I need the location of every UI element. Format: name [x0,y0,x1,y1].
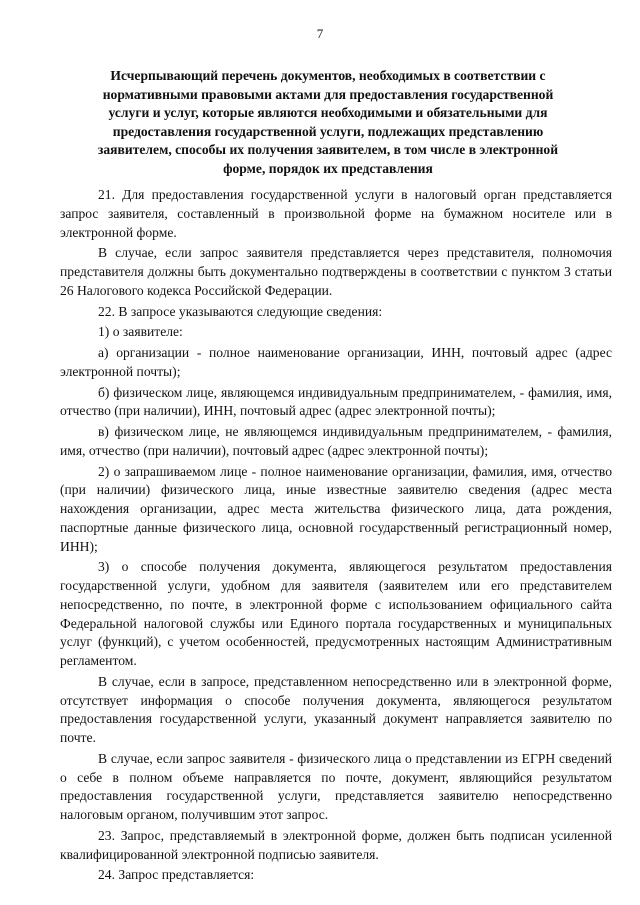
section-heading [68,67,588,178]
heading-line: предоставления государственной услуги, подлежащих представлению [112,123,544,139]
heading-line: форме, порядок их представления [223,160,433,176]
paragraph: б) физическом лице, являющемся индивидуальным предпринимателем, - фамилия, имя, отчество (при наличии), ИНН, почтовый адрес (адрес электронной почты); [60,384,612,419]
heading-line: Исчерпывающий перечень документов, необходимых в соответствии с [110,68,546,83]
paragraph: В случае, если запрос заявителя - физического лица о представлении из ЕГРН сведений о себе в полном объеме направляется по почте, документ, являющийся результатом предоставления государственной услуги, представляется заявителю непосредственно налоговым органом, получившим этот запрос. [60,750,612,822]
paragraph: В случае, если в запросе, представленном непосредственно или в электронной форме, отсутствует информация о способе получения документа, являющегося результатом предоставления государственной услуги, указанный документ направляется заявителю по почте. [60,673,612,745]
paragraph: а) организации - полное наименование организации, ИНН, почтовый адрес (адрес электронной почты); [60,345,612,379]
page-number: 7 [316,26,324,41]
paragraph: 23. Запрос, представляемый в электронной форме, должен быть подписан усиленной квалифицированной электронной подписью заявителя. [60,827,612,862]
paragraph: 22. В запросе указываются следующие сведения: [98,303,383,319]
paragraph: 2) о запрашиваемом лице - полное наименование организации, фамилия, имя, отчество (при наличии) физического лица, иные известные заявителю сведения (адрес места нахождения организации, адрес места жительства физического лица, дата рождения, паспортные данные физического лица, основной государственный регистрационный номер, ИНН); [60,463,612,554]
paragraph: 21. Для предоставления государственной услуги в налоговый орган представляется запрос заявителя, составленный в произвольной форме на бумажном носителе или в электронной форме. [60,187,612,240]
paragraph: в) физическом лице, не являющемся индивидуальным предпринимателем, - фамилия, имя, отчество (при наличии), почтовый адрес (адрес электронной почты); [60,424,612,458]
heading-line: услуги и услуг, которые являются необходимыми и обязательными для [108,105,548,120]
paragraph: В случае, если запрос заявителя представляется через представителя, полномочия представителя должны быть документально подтверждены в соответствии с пунктом 3 статьи 26 Налогового кодекса Российской Федерации. [60,245,612,298]
heading-line: нормативными правовыми актами для предоставления государственной [102,86,554,102]
heading-line: заявителем, способы их получения заявителем, в том числе в электронной [97,142,559,157]
paragraph: 24. Запрос представляется: [98,867,255,883]
paragraph: 3) о способе получения документа, являющегося результатом предоставления государственной услуги, удобном для заявителя (заявителем или его представителем непосредственно, по почте, в электронной форме с использованием официального сайта Федеральной налоговой службы или Единого портала государственных и муниципальных услуг (функций), с учетом особенностей, предусмотренных настоящим Административным регламентом. [60,559,612,668]
paragraph: 1) о заявителе: [98,324,183,340]
body-text [60,186,612,887]
